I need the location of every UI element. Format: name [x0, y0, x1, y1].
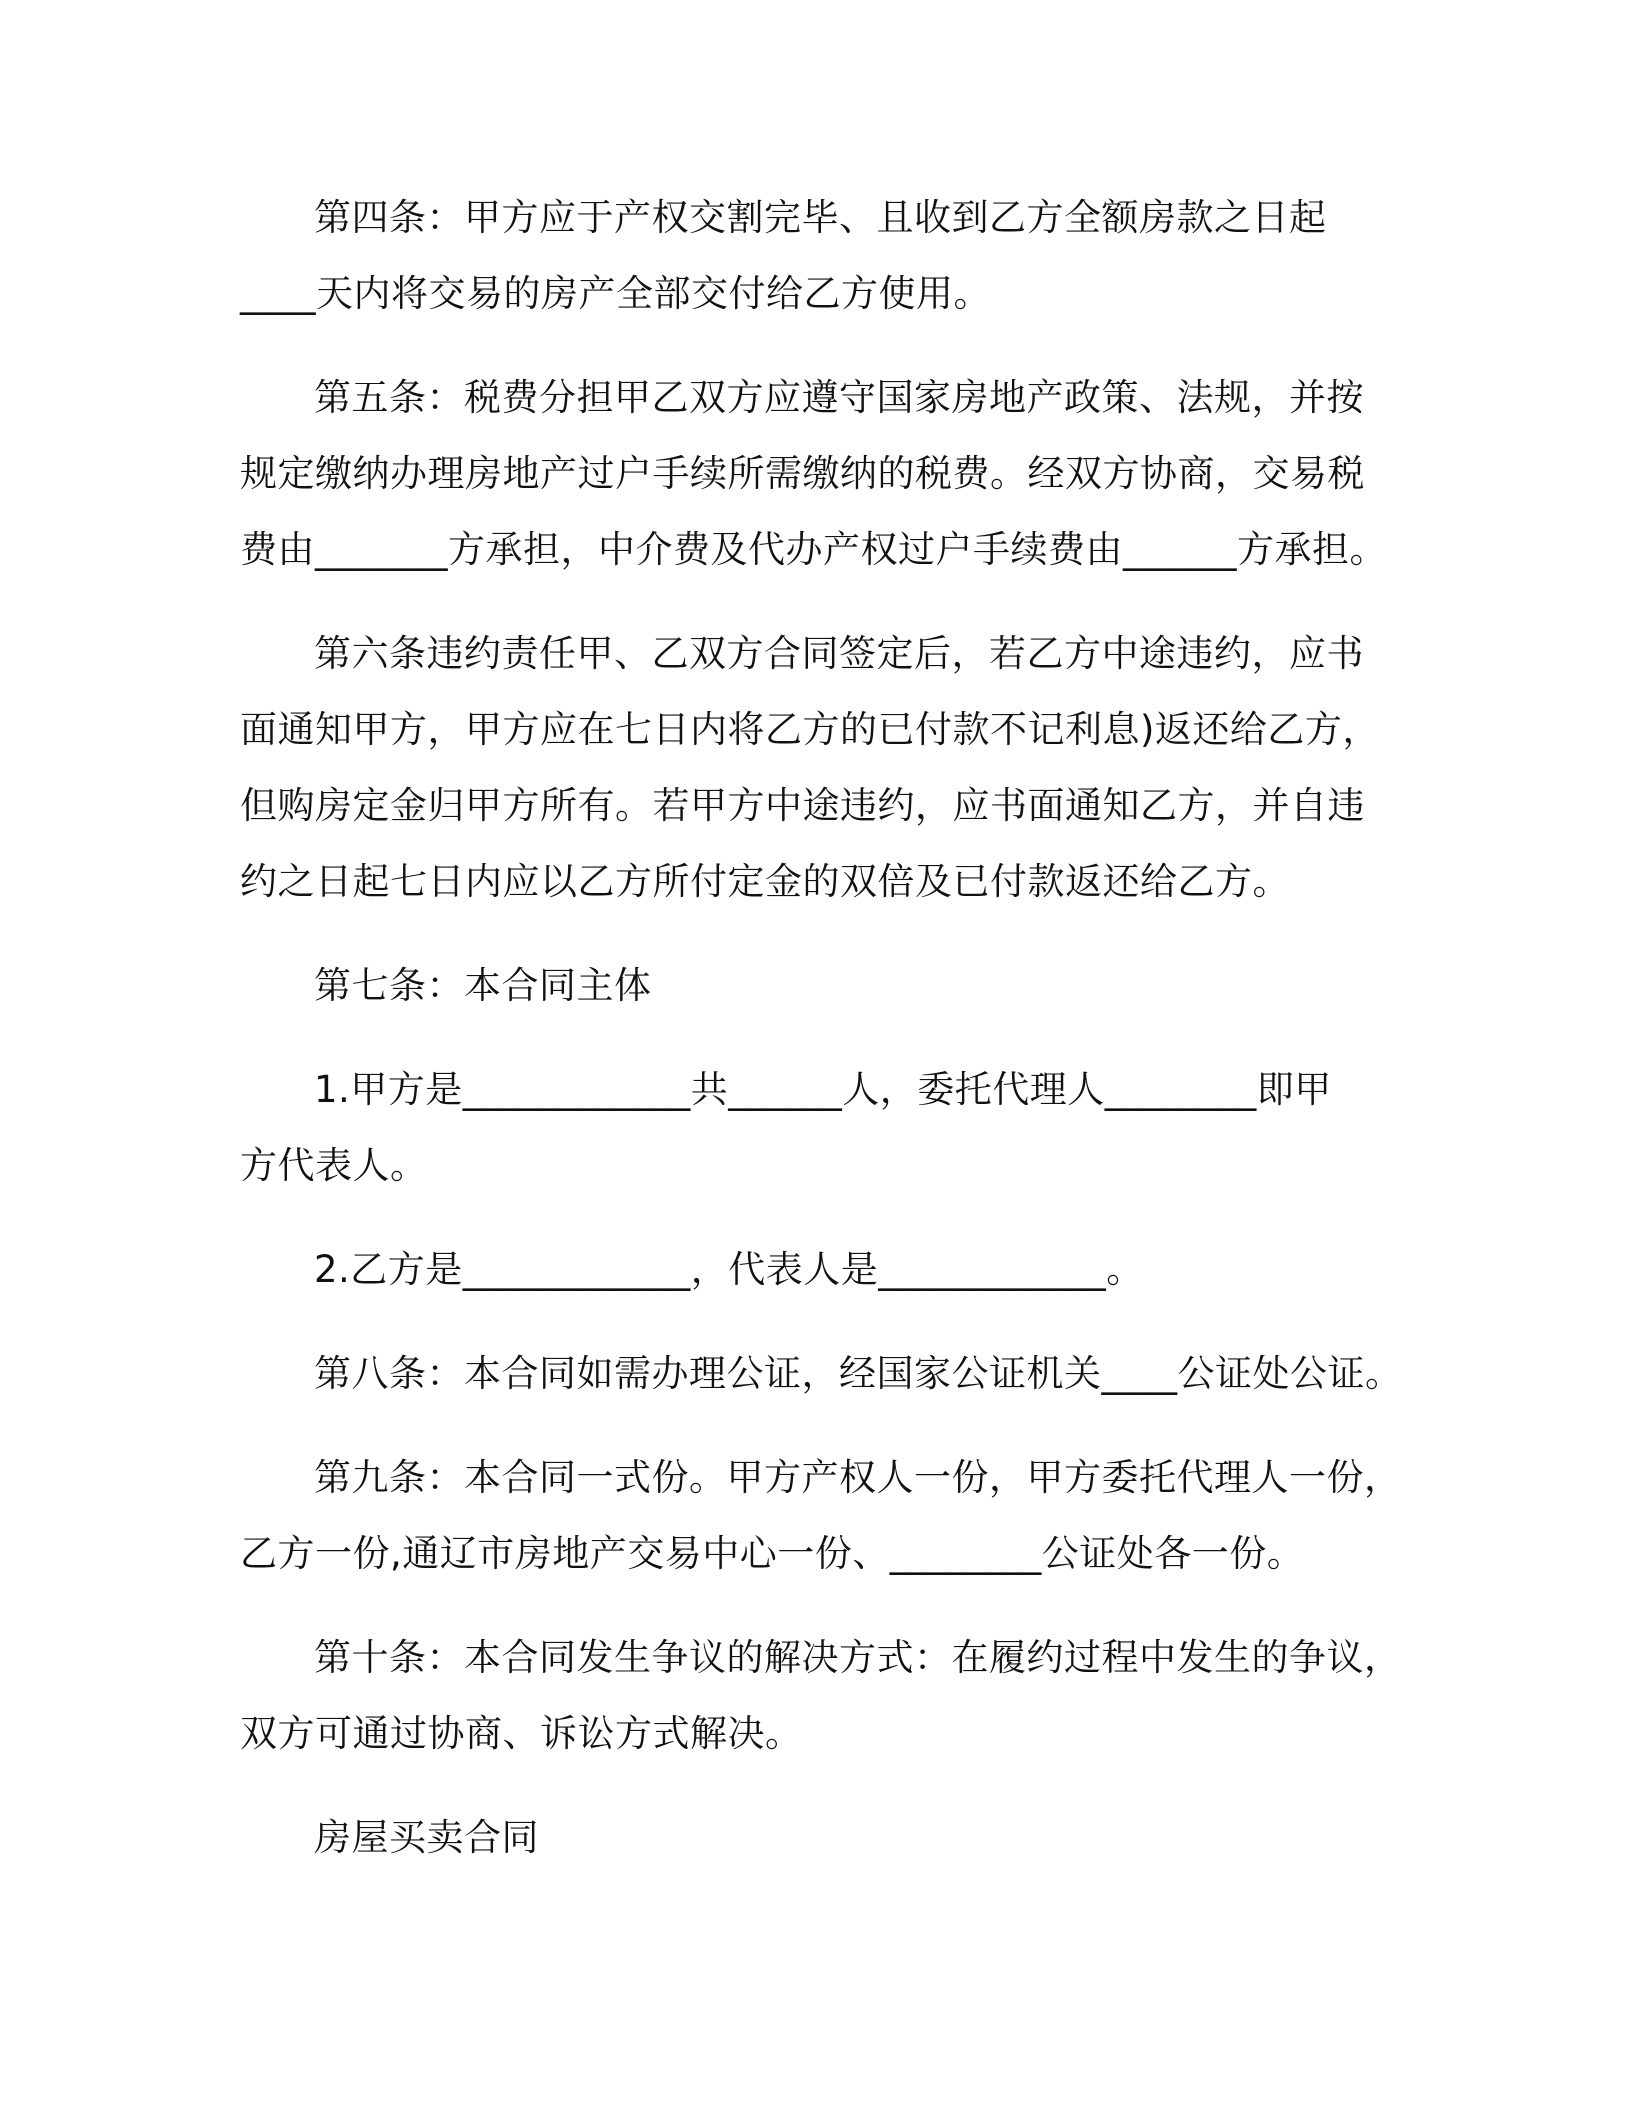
- article7-item1-line1: 1.甲方是____________共______人，委托代理人________即甲: [314, 1068, 1332, 1111]
- article10-line2: 双方可通过协商、诉讼方式解决。: [240, 1712, 803, 1755]
- footer-title: 房屋买卖合同: [314, 1816, 539, 1859]
- article5-line3: 费由_______方承担，中介费及代办产权过户手续费由______方承担。: [240, 528, 1387, 571]
- article7-item2: 2.乙方是____________，代表人是____________。: [314, 1248, 1144, 1291]
- article7-item1-line2: 方代表人。: [240, 1144, 428, 1187]
- article9-line2: 乙方一份,通辽市房地产交易中心一份、________公证处各一份。: [240, 1532, 1305, 1575]
- article4-line2: ____天内将交易的房产全部交付给乙方使用。: [240, 272, 991, 315]
- article4-line1: 第四条：甲方应于产权交割完毕、且收到乙方全额房款之日起: [314, 196, 1327, 239]
- article5-line1: 第五条：税费分担甲乙双方应遵守国家房地产政策、法规，并按: [314, 376, 1364, 419]
- article6-line2: 面通知甲方，甲方应在七日内将乙方的已付款不记利息)返还给乙方，: [240, 708, 1380, 751]
- article6-line4: 约之日起七日内应以乙方所付定金的双倍及已付款返还给乙方。: [240, 860, 1290, 903]
- article5-line2: 规定缴纳办理房地产过户手续所需缴纳的税费。经双方协商，交易税: [240, 452, 1365, 495]
- article9-line1: 第九条：本合同一式份。甲方产权人一份，甲方委托代理人一份，: [314, 1456, 1402, 1499]
- article7-heading: 第七条：本合同主体: [314, 964, 652, 1007]
- article6-line1: 第六条违约责任甲、乙双方合同签定后，若乙方中途违约，应书: [314, 632, 1364, 675]
- article6-line3: 但购房定金归甲方所有。若甲方中途违约，应书面通知乙方，并自违: [240, 784, 1365, 827]
- article8-line1: 第八条：本合同如需办理公证，经国家公证机关____公证处公证。: [314, 1352, 1403, 1395]
- article10-line1: 第十条：本合同发生争议的解决方式：在履约过程中发生的争议，: [314, 1636, 1402, 1679]
